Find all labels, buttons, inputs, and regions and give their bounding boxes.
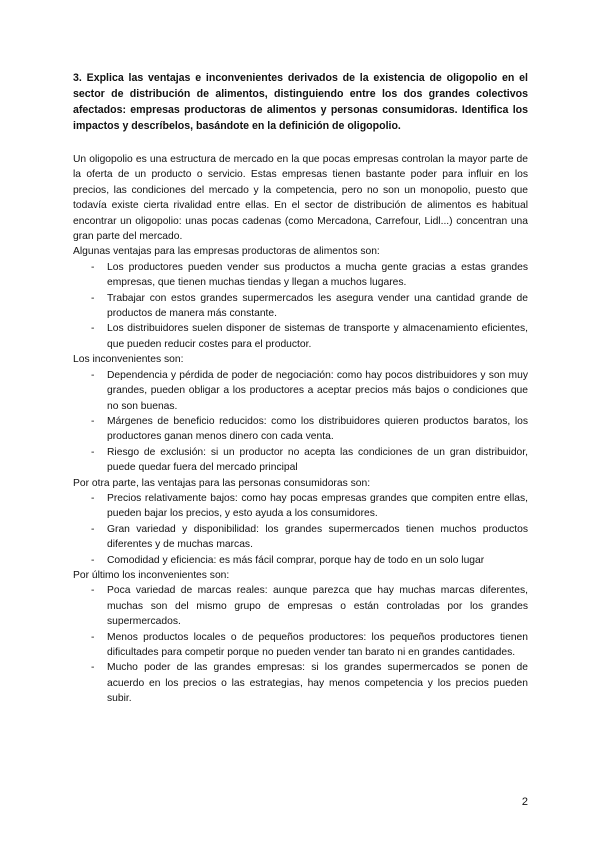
page-number: 2 xyxy=(521,796,528,808)
list-item: - Los distribuidores suelen disponer de sistemas de transporte y almacenamiento eficientes, que pueden reducir costes para el productor. xyxy=(87,321,528,352)
bullet-list xyxy=(87,583,528,706)
list-item: - Poca variedad de marcas reales: aunque parezca que hay muchas marcas diferentes, muchas son del mismo grupo de empresas o están controladas por los grandes supermercados. xyxy=(87,583,528,629)
section-heading: Por otra parte, las ventajas para las personas consumidoras son: xyxy=(73,477,371,489)
bullet-list xyxy=(87,491,528,568)
section-heading: Por último los inconvenientes son: xyxy=(73,569,230,581)
list-item: - Los productores pueden vender sus productos a mucha gente gracias a estas grandes empresas, que tienen muchas tiendas y llegan a muchos lugares. xyxy=(87,260,528,291)
page-content xyxy=(73,70,528,707)
bullet-list xyxy=(87,368,528,476)
question-heading: 3. Explica las ventajas e inconvenientes derivados de la existencia de oligopolio en el sector de distribución de alimentos, distinguiendo entre los dos grandes colectivos afectados: empresas productoras de alimentos y personas consumidoras. Identifica los impactos y descríbelos, basándote en la definición de oligopolio. xyxy=(73,72,528,132)
section-heading: Algunas ventajas para las empresas productoras de alimentos son: xyxy=(73,246,380,258)
intro-paragraph: Un oligopolio es una estructura de mercado en la que pocas empresas controlan la mayor parte de la oferta de un producto o servicio. Estas empresas tienen bastante poder para influir en los precios, las condiciones del mercado y la competencia, pero no son un monopolio, puesto que todavía existe cierta rivalidad entre ellas. En el sector de distribución de alimentos es habitual encontrar un oligopolio: unas pocas cadenas (como Mercadona, Carrefour, Lidl...) concentran una gran parte del mercado. xyxy=(73,154,528,243)
list-item: - Menos productos locales o de pequeños productores: los pequeños productores tienen dificultades para competir porque no pueden vender tan barato ni en grandes cantidades. xyxy=(87,630,528,661)
list-item: - Trabajar con estos grandes supermercados les asegura vender una cantidad grande de productos de manera más constante. xyxy=(87,291,528,322)
list-item: - Márgenes de beneficio reducidos: como los distribuidores quieren productos baratos, los productores ganan menos dinero con cada venta. xyxy=(87,414,528,445)
section-heading: Los inconvenientes son: xyxy=(73,354,184,366)
bullet-list xyxy=(87,260,528,352)
list-item: - Mucho poder de las grandes empresas: si los grandes supermercados se ponen de acuerdo en los precios o las estrategias, hay menos competencia y los precios pueden subir. xyxy=(87,660,528,706)
list-item: - Riesgo de exclusión: si un productor no acepta las condiciones de un gran distribuidor, puede quedar fuera del mercado principal xyxy=(87,445,528,476)
list-item: - Comodidad y eficiencia: es más fácil comprar, porque hay de todo en un solo lugar xyxy=(87,553,528,568)
list-item: - Dependencia y pérdida de poder de negociación: como hay pocos distribuidores y son muy grandes, pueden obligar a los productores a aceptar precios más bajos o condiciones que no son buenas. xyxy=(87,368,528,414)
list-item: - Precios relativamente bajos: como hay pocas empresas grandes que compiten entre ellas, pueden bajar los precios, y esto ayuda a los consumidores. xyxy=(87,491,528,522)
list-item: - Gran variedad y disponibilidad: los grandes supermercados tienen muchos productos diferentes y de muchas marcas. xyxy=(87,522,528,553)
